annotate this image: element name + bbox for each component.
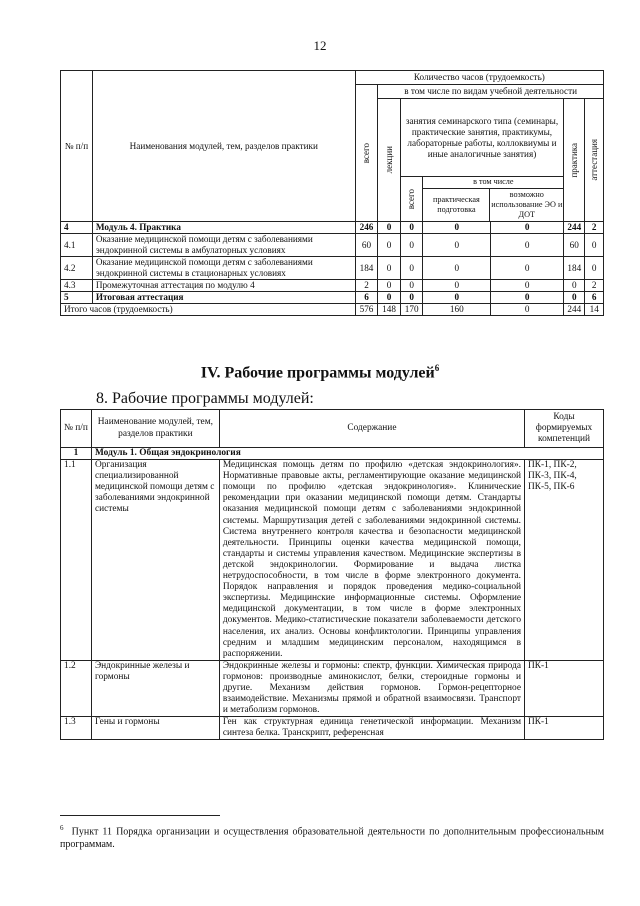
row-content: Медицинская помощь детям по профилю «детская эндокринология». Нормативные правовые акты, регламентирующие оказание медицинской помощи по профилю «детская эндокринология». Клинические рекомендации при оказании медицинской помощи детям. Стандарты оказания медицинской помощи детям с заболеваниями эндокринной системы. Маршрутизация детей с заболеваниями эндокринной системы. Система внутреннего контроля качества и безопасности медицинской деятельности. Принципы оценки качества медицинской помощи, стандарты и системы управления качеством. Медицинские экспертизы в детской эндокринологии. Формирование и выдача листка нетрудоспособности, в том числе в форме электронного документа. Порядок направления и порядок проведения медико-социальной экспертизы. Медицинские информационные системы. Оформление медицинской документации, в том числе в форме электронных документов. Медико-статистические показатели заболеваемости детского населения, их анализ. Основы конфликтологии. Принципы управления средним и младшим медицинским персоналом, находящимся в распоряжении. <box>219 460 524 661</box>
table-row <box>61 660 604 716</box>
row-eo: 0 <box>491 257 564 280</box>
row-prep: 0 <box>423 234 491 257</box>
footnote: $^6$ Пункт 11 Порядка организации и осуществления образовательной деятельности по дополнительным профессиональным программам. <box>60 824 604 851</box>
row-prep: 0 <box>423 280 491 292</box>
total-total: 576 <box>355 304 378 316</box>
row-lec: 0 <box>378 257 401 280</box>
header-seminar: занятия семинарского типа (семинары, практические занятия, практикумы, лабораторные работы, коллоквиумы и иные аналогичные занятия) <box>400 99 563 177</box>
header-total: всего <box>355 85 378 222</box>
total-prac: 244 <box>564 304 585 316</box>
row-prep: 0 <box>423 257 491 280</box>
hours-table <box>60 70 604 316</box>
row-eo: 0 <box>491 234 564 257</box>
row-att: 6 <box>585 292 604 304</box>
row-lec: 0 <box>378 280 401 292</box>
row-total: 6 <box>355 292 378 304</box>
header-by-type: в том числе по видам учебной деятельности <box>378 85 604 99</box>
row-name: Эндокринные железы и гормоны <box>91 660 219 716</box>
footnote-divider <box>60 815 220 816</box>
table-row <box>61 280 604 292</box>
table-row <box>61 292 604 304</box>
section-title: IV. Рабочие программы модулей$^6$ <box>200 363 440 382</box>
row-codes: ПК-1 <box>525 717 604 740</box>
table-row <box>61 460 604 661</box>
module-num: 1 <box>61 448 92 460</box>
header-eo-dot: возможно использование ЭО и ДОТ <box>491 190 563 219</box>
row-lec: 0 <box>378 292 401 304</box>
row-num: 4.3 <box>61 280 93 292</box>
t2-header-codes: Коды формируемых компетенций <box>525 410 604 448</box>
page-number: 12 <box>313 38 327 53</box>
table-row <box>61 222 604 234</box>
t2-header-content: Содержание <box>219 410 524 448</box>
module-programs-table <box>60 409 604 740</box>
row-att: 2 <box>585 222 604 234</box>
row-num: 4.2 <box>61 257 93 280</box>
t2-header-num: № п/п <box>61 410 92 448</box>
subsection-title: 8. Рабочие программы модулей: <box>96 390 314 407</box>
total-att: 14 <box>585 304 604 316</box>
row-num: 1.1 <box>61 460 92 661</box>
row-num: 5 <box>61 292 93 304</box>
total-lec: 148 <box>378 304 401 316</box>
row-att: 0 <box>585 234 604 257</box>
row-att: 2 <box>585 280 604 292</box>
row-prac: 184 <box>564 257 585 280</box>
row-sem: 0 <box>400 280 423 292</box>
header-prac-prep: практическая подготовка <box>423 189 490 221</box>
row-content: Ген как структурная единица генетической информации. Механизм синтеза белка. Транскрипт, референсная <box>219 717 524 740</box>
table-row <box>61 257 604 280</box>
row-eo: 0 <box>491 292 564 304</box>
total-sem: 170 <box>400 304 423 316</box>
row-sem: 0 <box>400 222 423 234</box>
header-practice: практика <box>564 99 585 222</box>
row-num: 4.1 <box>61 234 93 257</box>
row-prac: 0 <box>564 292 585 304</box>
total-row <box>61 304 604 316</box>
row-prac: 244 <box>564 222 585 234</box>
row-name: Оказание медицинской помощи детям с заболеваниями эндокринной системы в стационарных условиях <box>92 257 355 280</box>
row-lec: 0 <box>378 222 401 234</box>
row-total: 2 <box>355 280 378 292</box>
total-label: Итого часов (трудоемкость) <box>61 304 356 316</box>
row-prep: 0 <box>423 222 491 234</box>
row-total: 246 <box>355 222 378 234</box>
row-codes: ПК-1, ПК-2, ПК-3, ПК-4, ПК-5, ПК-6 <box>525 460 604 661</box>
total-eo: 0 <box>491 304 564 316</box>
row-prep: 0 <box>423 292 491 304</box>
header-attestation: аттестация <box>585 99 604 222</box>
header-num: № п/п <box>61 71 93 222</box>
row-num: 1.3 <box>61 717 92 740</box>
row-lec: 0 <box>378 234 401 257</box>
row-content: Эндокринные железы и гормоны: спектр, функции. Химическая природа гормонов: производные аминокислот, белки, стероидные гормоны и другие. Механизм действия гормонов. Гормон-рецепторное взаимодействие. Механизмы прямой и обратной взаимосвязи. Транспорт и метаболизм гормонов. <box>219 660 524 716</box>
row-total: 60 <box>355 234 378 257</box>
row-eo: 0 <box>491 222 564 234</box>
header-seminar-total: всего <box>400 177 423 222</box>
row-att: 0 <box>585 257 604 280</box>
table-row <box>61 717 604 740</box>
row-sem: 0 <box>400 292 423 304</box>
row-name: Модуль 4. Практика <box>92 222 355 234</box>
row-codes: ПК-1 <box>525 660 604 716</box>
row-total: 184 <box>355 257 378 280</box>
row-num: 4 <box>61 222 93 234</box>
row-prac: 60 <box>564 234 585 257</box>
row-name: Промежуточная аттестация по модулю 4 <box>92 280 355 292</box>
row-prac: 0 <box>564 280 585 292</box>
t2-header-name: Наименование модулей, тем, разделов практики <box>91 410 219 448</box>
row-name: Оказание медицинской помощи детям с заболеваниями эндокринной системы в амбулаторных условиях <box>92 234 355 257</box>
row-num: 1.2 <box>61 660 92 716</box>
row-name: Итоговая аттестация <box>92 292 355 304</box>
header-name: Наименования модулей, тем, разделов практики <box>92 71 355 222</box>
row-sem: 0 <box>400 257 423 280</box>
header-lectures: лекции <box>378 99 401 222</box>
row-name: Гены и гормоны <box>91 717 219 740</box>
row-eo: 0 <box>491 280 564 292</box>
table-row <box>61 234 604 257</box>
row-sem: 0 <box>400 234 423 257</box>
total-prep: 160 <box>423 304 491 316</box>
row-name: Организация специализированной медицинской помощи детям с заболеваниями эндокринной системы <box>91 460 219 661</box>
header-hours: Количество часов (трудоемкость) <box>355 71 603 85</box>
module-name: Модуль 1. Общая эндокринология <box>91 448 603 460</box>
header-incl: в том числе практическая подготовка возможно использование ЭО и ДОТ <box>423 177 564 222</box>
